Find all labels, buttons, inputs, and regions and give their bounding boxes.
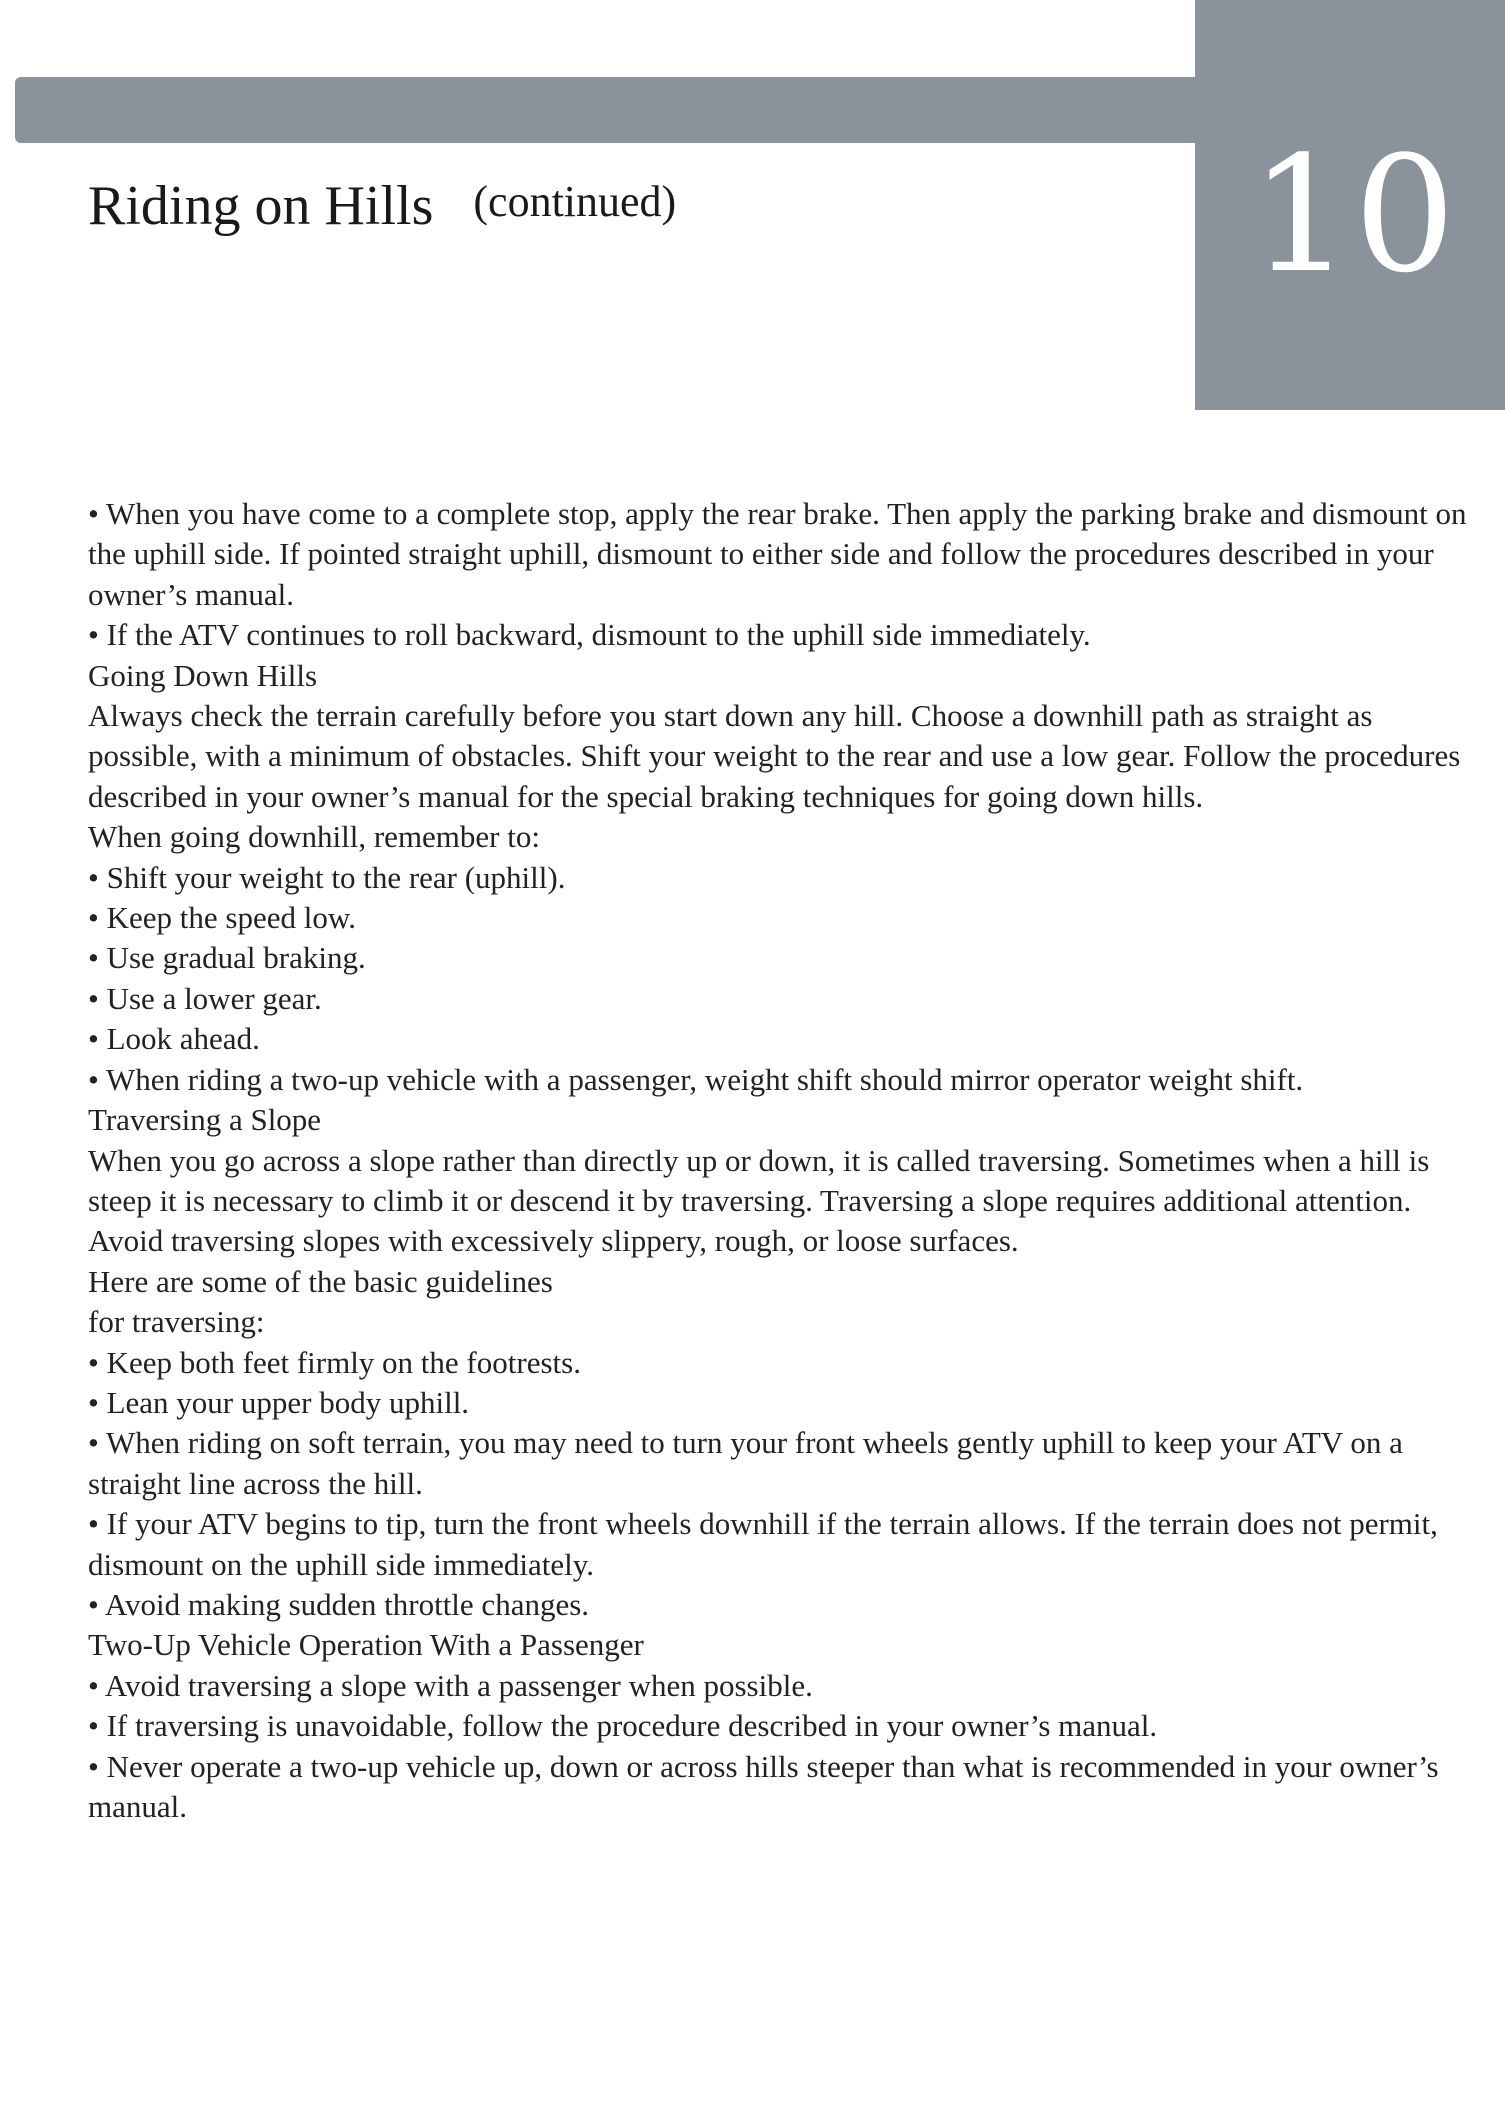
list-item: • Lean your upper body uphill. [88, 1384, 470, 1420]
header-bar [15, 77, 1215, 143]
list-item: • Never operate a two-up vehicle up, down or across hills steeper than what is recommended in your owner’s manual. [88, 1748, 1439, 1824]
list-item: • Avoid making sudden throttle changes. [88, 1586, 590, 1622]
paragraph: Here are some of the basic guidelines [88, 1263, 553, 1299]
list-item: • Shift your weight to the rear (uphill). [88, 859, 566, 895]
chapter-number: 10 [1250, 121, 1458, 308]
paragraph: When you go across a slope rather than directly up or down, it is called traversing. Sometimes when a hill is steep it is necessary to climb it or descend it by traversing. Traversing a slope requires additional attention. Avoid traversing slopes with excessively slippery, rough, or loose surfaces. [88, 1142, 1430, 1259]
paragraph: • When you have come to a complete stop, apply the rear brake. Then apply the parking brake and dismount on the uphill side. If pointed straight uphill, dismount to either side and follow the procedures described in your owner’s manual. [88, 496, 1467, 612]
paragraph: • If the ATV continues to roll backward, dismount to the uphill side immediately. [88, 617, 1091, 653]
list-item: • Look ahead. [88, 1021, 260, 1057]
paragraph: When going downhill, remember to: [88, 819, 540, 855]
list-item: • Avoid traversing a slope with a passenger when possible. [88, 1667, 813, 1703]
page-title-main: Riding on Hills [88, 175, 434, 237]
list-item: • When riding a two-up vehicle with a passenger, weight shift should mirror operator weight shift. [88, 1061, 1304, 1097]
list-item: • Use gradual braking. [88, 940, 366, 976]
paragraph: for traversing: [88, 1304, 265, 1340]
section-heading: Traversing a Slope [88, 1102, 322, 1138]
page-title-continued: (continued) [473, 177, 677, 226]
list-item: • If your ATV begins to tip, turn the front wheels downhill if the terrain allows. If the terrain does not permit, dismount on the uphill side immediately. [88, 1506, 1438, 1582]
list-item: • Keep both feet firmly on the footrests. [88, 1344, 581, 1380]
body-text [88, 494, 1488, 1827]
list-item: • Keep the speed low. [88, 900, 356, 936]
page-title [88, 172, 676, 244]
list-item: • When riding on soft terrain, you may need to turn your front wheels gently uphill to keep your ATV on a straight line across the hill. [88, 1425, 1403, 1501]
paragraph: Always check the terrain carefully before you start down any hill. Choose a downhill path as straight as possible, with a minimum of obstacles. Shift your weight to the rear and use a low gear. Follow the procedures described in your owner’s manual for the special braking techniques for going down hills. [88, 698, 1461, 814]
list-item: • If traversing is unavoidable, follow the procedure described in your owner’s manual. [88, 1708, 1158, 1744]
section-heading: Two-Up Vehicle Operation With a Passenger [88, 1627, 644, 1663]
section-heading: Going Down Hills [88, 657, 318, 693]
list-item: • Use a lower gear. [88, 980, 322, 1016]
